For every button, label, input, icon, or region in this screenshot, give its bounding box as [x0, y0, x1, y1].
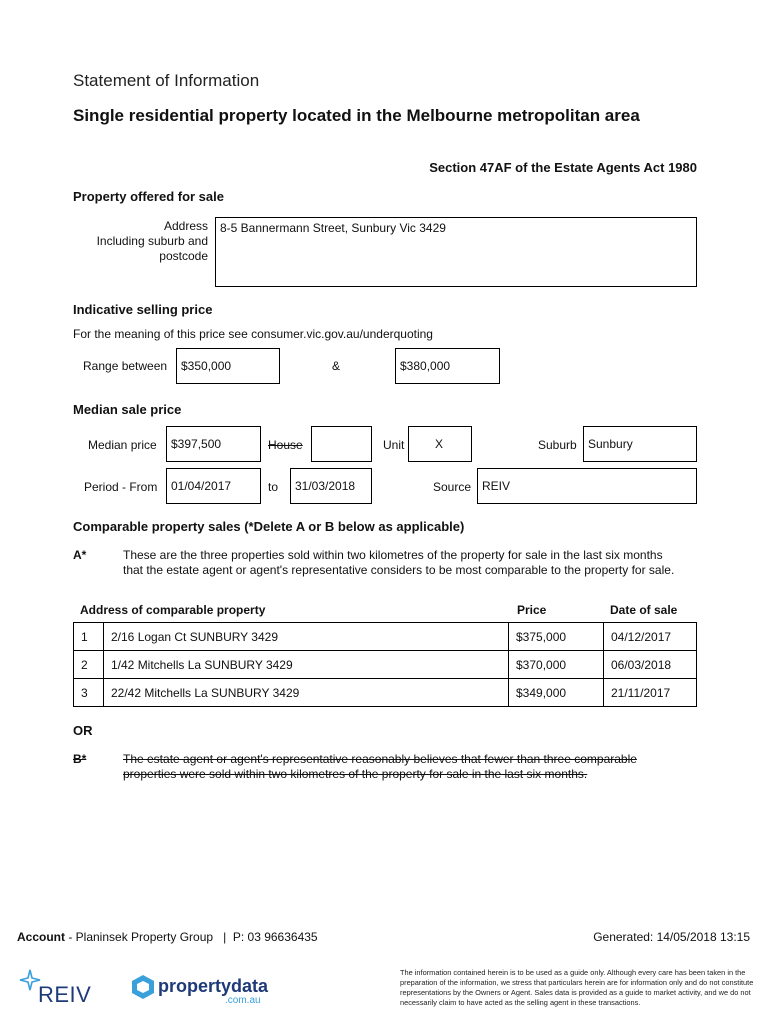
option-a-text: These are the three properties sold within two kilometres of the property for sale in the last six months that the estate agent or agent's representative considers to be most comparable to the property for sale.: [123, 548, 675, 577]
row-price: $375,000: [509, 623, 604, 651]
col-date-header: Date of sale: [610, 603, 678, 617]
unit-field[interactable]: X: [408, 426, 472, 462]
row-number: 2: [74, 651, 104, 679]
option-b-marker: B*: [73, 752, 87, 766]
median-price-label: Median price: [88, 438, 157, 452]
disclaimer-text: The information contained herein is to be used as a guide only. Although every care has been taken in the preparation of the information, we stress that particulars herein are for information only and do not constitute representations by the Owners or Agent. Sales data is provided as a guide to market activity, and we do not necessarily claim to have acted as the selling agent in these transactions.: [400, 968, 754, 1007]
row-date: 21/11/2017: [604, 679, 697, 707]
row-address: 1/42 Mitchells La SUNBURY 3429: [104, 651, 509, 679]
median-heading: Median sale price: [73, 402, 182, 417]
page-title: Single residential property located in the Melbourne metropolitan area: [73, 106, 640, 125]
propertydata-hex-icon: [130, 974, 156, 1000]
row-date: 04/12/2017: [604, 623, 697, 651]
row-date: 06/03/2018: [604, 651, 697, 679]
comparable-heading: Comparable property sales (*Delete A or B below as applicable): [73, 519, 465, 534]
range-label: Range between: [83, 359, 168, 373]
reiv-logo: [18, 968, 98, 1008]
property-heading: Property offered for sale: [73, 189, 224, 204]
address-label-line: Address: [163, 219, 208, 233]
row-address: 22/42 Mitchells La SUNBURY 3429: [104, 679, 509, 707]
account-line: [17, 930, 318, 944]
period-to-label: to: [268, 480, 279, 494]
row-number: 3: [74, 679, 104, 707]
or-separator: OR: [73, 723, 93, 738]
option-a-marker: A*: [73, 548, 87, 562]
suburb-label: Suburb: [538, 438, 577, 452]
period-from-field[interactable]: 01/04/2017: [166, 468, 261, 504]
underquoting-note: For the meaning of this price see consumer.vic.gov.au/underquoting: [73, 327, 433, 341]
row-number: 1: [74, 623, 104, 651]
propertydata-logo-domain: .com.au: [225, 995, 261, 1006]
col-address-header: Address of comparable property: [80, 603, 266, 617]
row-price: $349,000: [509, 679, 604, 707]
source-field[interactable]: REIV: [477, 468, 697, 504]
address-label-line: postcode: [159, 249, 208, 263]
unit-label: Unit: [383, 438, 405, 452]
period-to-field[interactable]: 31/03/2018: [290, 468, 372, 504]
source-label: Source: [433, 480, 472, 494]
reiv-logo-text: REIV: [38, 982, 92, 1007]
median-price-field[interactable]: $397,500: [166, 426, 261, 462]
address-label-line: Including suburb and: [96, 234, 208, 248]
propertydata-logo-text: propertydata: [158, 976, 269, 996]
table-row: [74, 679, 697, 707]
house-label: House: [268, 438, 303, 452]
range-ampersand: &: [332, 359, 341, 373]
period-label: Period - From: [84, 480, 158, 494]
suburb-field[interactable]: Sunbury: [583, 426, 697, 462]
price-low-field[interactable]: $350,000: [176, 348, 280, 384]
table-row: [74, 651, 697, 679]
address-label: [60, 219, 208, 264]
comparable-table: [73, 622, 697, 707]
account-details: - Planinsek Property Group | P: 03 96636435: [65, 930, 318, 944]
option-b-text: [123, 752, 637, 782]
house-field[interactable]: [311, 426, 372, 462]
address-field[interactable]: 8-5 Bannermann Street, Sunbury Vic 3429: [215, 217, 697, 287]
table-row: [74, 623, 697, 651]
generated-timestamp: Generated: 14/05/2018 13:15: [593, 930, 750, 944]
col-price-header: Price: [517, 603, 547, 617]
row-price: $370,000: [509, 651, 604, 679]
option-b-line: properties were sold within two kilometres of the property for sale in the last six months.: [123, 767, 588, 781]
section-reference: Section 47AF of the Estate Agents Act 1980: [429, 160, 697, 175]
option-b-line: The estate agent or agent's representative reasonably believes that fewer than three comparable: [123, 752, 637, 766]
document-title: Statement of Information: [73, 71, 260, 90]
price-high-field[interactable]: $380,000: [395, 348, 500, 384]
indicative-heading: Indicative selling price: [73, 302, 213, 317]
propertydata-logo: [130, 972, 280, 1008]
row-address: 2/16 Logan Ct SUNBURY 3429: [104, 623, 509, 651]
account-label: Account: [17, 930, 65, 944]
